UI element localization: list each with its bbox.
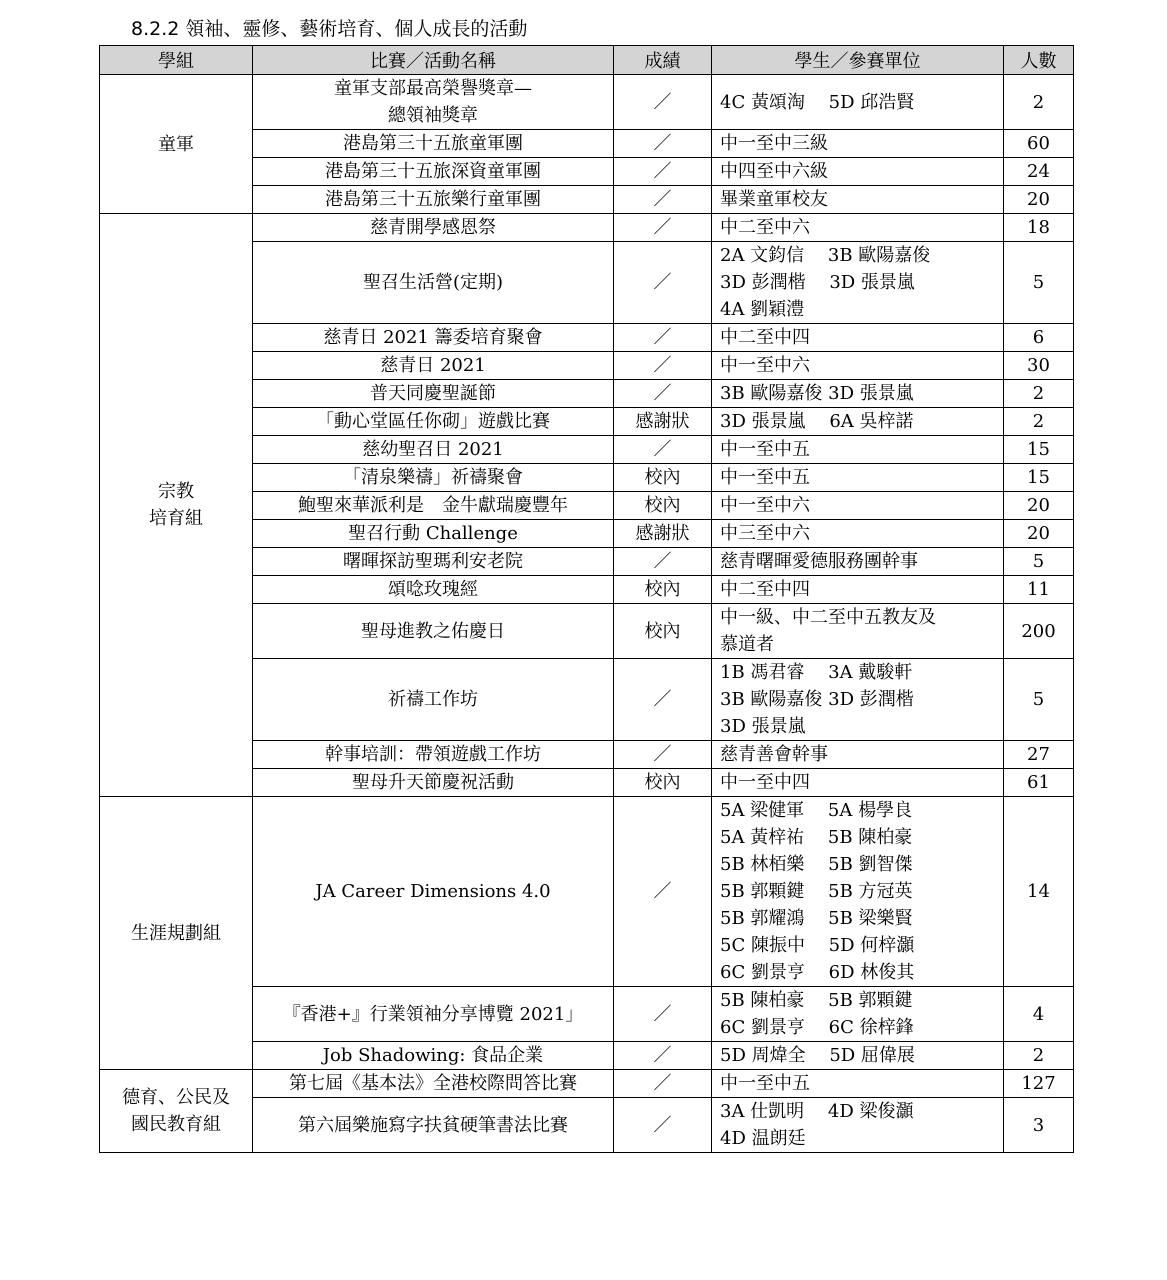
count-cell: 2	[1004, 380, 1074, 408]
count-cell: 2	[1004, 75, 1074, 130]
result-cell: ／	[614, 659, 712, 741]
result-cell: ／	[614, 130, 712, 158]
students-cell	[712, 604, 1004, 659]
count-cell: 20	[1004, 186, 1074, 214]
students-cell	[712, 492, 1004, 520]
students-cell-line: 中一至中四	[720, 772, 810, 793]
count-cell: 15	[1004, 436, 1074, 464]
activity-name-cell-line: 港島第三十五旅童軍團	[343, 133, 523, 154]
result-cell: ／	[614, 436, 712, 464]
students-cell-line: 3D 張景嵐	[720, 716, 806, 737]
students-cell-line: 6C 劉景亨 6C 徐梓鋒	[720, 1017, 914, 1038]
result-cell: ／	[614, 1070, 712, 1098]
result-cell: ／	[614, 1042, 712, 1070]
table-body	[100, 75, 1074, 1153]
result-cell: ／	[614, 548, 712, 576]
students-cell-line: 5B 陳柏豪 5B 郭顆鍵	[720, 990, 913, 1011]
activity-name-cell-line: 「動心堂區任你砌」遊戲比賽	[316, 411, 550, 432]
table-row	[100, 1070, 1074, 1098]
activity-name-cell-line: 第七屆《基本法》全港校際問答比賽	[289, 1073, 577, 1094]
group-cell	[100, 1070, 253, 1153]
students-cell-line: 中三至中六	[720, 523, 810, 544]
activity-name-cell-line: 第六屆樂施寫字扶貧硬筆書法比賽	[298, 1114, 568, 1136]
count-cell: 5	[1004, 242, 1074, 324]
students-cell	[712, 158, 1004, 186]
result-cell: 校內	[614, 576, 712, 604]
count-cell: 18	[1004, 214, 1074, 242]
activity-name-cell	[253, 324, 614, 352]
count-cell: 3	[1004, 1098, 1074, 1153]
activity-name-cell	[253, 130, 614, 158]
students-cell	[712, 408, 1004, 436]
students-cell-line: 慕道者	[720, 634, 774, 655]
count-cell: 60	[1004, 130, 1074, 158]
students-cell	[712, 1098, 1004, 1153]
students-cell-line: 慈青善會幹事	[720, 744, 828, 765]
students-cell-line: 5A 梁健軍 5A 楊學良	[720, 800, 913, 821]
count-cell: 15	[1004, 464, 1074, 492]
activity-name-cell-line: 慈青日 2021	[380, 355, 486, 376]
activity-name-cell	[253, 987, 614, 1042]
students-cell-line: 6C 劉景亨 6D 林俊其	[720, 962, 915, 983]
activity-name-cell-line: 慈青日 2021 籌委培育聚會	[323, 327, 543, 348]
result-cell: 校內	[614, 492, 712, 520]
result-cell: ／	[614, 186, 712, 214]
activity-name-cell	[253, 769, 614, 797]
group-cell-line: 國民教育組	[131, 1114, 221, 1135]
students-cell	[712, 769, 1004, 797]
students-cell-line: 中一級、中二至中五教友及	[720, 607, 936, 628]
activity-name-cell-line: 聖母升天節慶祝活動	[352, 772, 514, 793]
count-cell: 5	[1004, 659, 1074, 741]
group-cell	[100, 797, 253, 1070]
activity-name-cell-line: 幹事培訓：帶領遊戲工作坊	[325, 744, 541, 765]
result-cell: ／	[614, 797, 712, 987]
students-cell-line: 慈青曙暉愛德服務團幹事	[720, 551, 918, 572]
students-cell-line: 5B 林栢樂 5B 劉智傑	[720, 854, 913, 875]
count-cell: 24	[1004, 158, 1074, 186]
activity-name-cell	[253, 436, 614, 464]
activity-name-cell-line: 港島第三十五旅樂行童軍團	[325, 189, 541, 210]
students-cell-line: 中一至中五	[720, 467, 810, 488]
count-cell: 30	[1004, 352, 1074, 380]
students-cell	[712, 741, 1004, 769]
activity-name-cell-line: JA Career Dimensions 4.0	[315, 881, 551, 902]
students-cell-line: 中一至中六	[720, 495, 810, 516]
students-cell-line: 5C 陳振中 5D 何梓灝	[720, 935, 915, 956]
activity-name-cell	[253, 1042, 614, 1070]
activity-name-cell	[253, 548, 614, 576]
group-cell-line: 德育、公民及	[122, 1087, 230, 1108]
students-cell	[712, 75, 1004, 130]
activity-name-cell	[253, 186, 614, 214]
activity-name-cell	[253, 576, 614, 604]
students-cell	[712, 324, 1004, 352]
students-cell	[712, 380, 1004, 408]
activity-name-cell	[253, 492, 614, 520]
group-cell-line: 培育組	[149, 508, 203, 529]
count-cell: 200	[1004, 604, 1074, 659]
result-cell: ／	[614, 987, 712, 1042]
activity-name-cell	[253, 408, 614, 436]
result-cell: ／	[614, 242, 712, 324]
table-row	[100, 797, 1074, 987]
activity-name-cell-line: 『香港+』行業領袖分享博覽 2021」	[282, 1003, 584, 1025]
students-cell-line: 中一至中六	[720, 355, 810, 376]
activity-name-cell-line: 普天同慶聖誕節	[370, 383, 496, 404]
group-cell	[100, 214, 253, 797]
students-cell-line: 中二至中六	[720, 217, 810, 238]
activity-name-cell-line: 總領袖獎章	[388, 105, 478, 126]
activity-name-cell	[253, 464, 614, 492]
count-cell: 61	[1004, 769, 1074, 797]
activity-name-cell-line: Job Shadowing: 食品企業	[322, 1045, 544, 1066]
students-cell-line: 中一至中五	[720, 1073, 810, 1094]
group-cell-line: 童軍	[158, 133, 194, 155]
activity-name-cell	[253, 797, 614, 987]
activity-name-cell-line: 聖母進教之佑慶日	[361, 620, 505, 642]
activity-name-cell-line: 聖召生活營(定期)	[362, 272, 504, 293]
table-header-row	[100, 46, 1074, 75]
students-cell-line: 1B 馮君睿 3A 戴駿軒	[720, 662, 913, 683]
students-cell-line: 3A 仕凱明 4D 梁俊灝	[720, 1101, 914, 1122]
result-cell: 校內	[614, 604, 712, 659]
students-cell-line: 3B 歐陽嘉俊 3D 張景嵐	[720, 383, 914, 404]
group-cell	[100, 75, 253, 214]
students-cell	[712, 1070, 1004, 1098]
count-cell: 20	[1004, 492, 1074, 520]
students-cell	[712, 520, 1004, 548]
students-cell	[712, 797, 1004, 987]
students-cell-line: 3B 歐陽嘉俊 3D 彭潤楷	[720, 689, 914, 710]
activity-name-cell-line: 頌唸玫瑰經	[388, 579, 478, 600]
activity-name-cell	[253, 158, 614, 186]
students-cell	[712, 548, 1004, 576]
table-row	[100, 214, 1074, 242]
activity-name-cell-line: 港島第三十五旅深資童軍團	[325, 161, 541, 182]
activity-name-cell-line: 祈禱工作坊	[388, 689, 478, 710]
students-cell	[712, 464, 1004, 492]
activity-name-cell	[253, 520, 614, 548]
result-cell: ／	[614, 352, 712, 380]
header-students: 學生／參賽單位	[712, 46, 1004, 75]
students-cell-line: 中一至中三級	[720, 133, 828, 154]
result-cell: 校內	[614, 769, 712, 797]
activity-name-cell	[253, 352, 614, 380]
activity-name-cell	[253, 1098, 614, 1153]
activity-name-cell-line: 慈幼聖召日 2021	[362, 439, 504, 460]
students-cell-line: 5B 郭顆鍵 5B 方冠英	[720, 881, 913, 902]
count-cell: 11	[1004, 576, 1074, 604]
students-cell	[712, 242, 1004, 324]
activity-name-cell	[253, 75, 614, 130]
students-cell-line: 中一至中五	[720, 439, 810, 460]
activity-name-cell-line: 童軍支部最高榮譽獎章—	[334, 78, 532, 99]
activity-name-cell-line: 鮑聖來華派利是 金牛獻瑞慶豐年	[298, 495, 568, 516]
activity-name-cell	[253, 214, 614, 242]
result-cell: ／	[614, 324, 712, 352]
header-result: 成績	[614, 46, 712, 75]
header-activity-name: 比賽／活動名稱	[253, 46, 614, 75]
students-cell-line: 2A 文鈞信 3B 歐陽嘉俊	[720, 245, 931, 266]
students-cell-line: 畢業童軍校友	[720, 189, 828, 210]
students-cell-line: 中二至中四	[720, 579, 810, 600]
students-cell	[712, 186, 1004, 214]
result-cell: ／	[614, 1098, 712, 1153]
count-cell: 127	[1004, 1070, 1074, 1098]
students-cell-line: 4C 黃頌淘 5D 邱浩賢	[720, 91, 915, 113]
activity-name-cell-line: 曙暉探訪聖瑪利安老院	[343, 551, 523, 572]
activity-name-cell-line: 「清泉樂禱」祈禱聚會	[343, 467, 523, 488]
result-cell: ／	[614, 75, 712, 130]
activity-name-cell-line: 聖召行動 Challenge	[348, 523, 518, 544]
result-cell: 感謝狀	[614, 520, 712, 548]
students-cell-line: 4A 劉穎澧	[720, 299, 805, 320]
students-cell	[712, 436, 1004, 464]
activities-table	[99, 45, 1074, 1153]
students-cell	[712, 659, 1004, 741]
count-cell: 14	[1004, 797, 1074, 987]
students-cell	[712, 1042, 1004, 1070]
students-cell	[712, 576, 1004, 604]
header-group: 學組	[100, 46, 253, 75]
count-cell: 5	[1004, 548, 1074, 576]
activity-name-cell	[253, 380, 614, 408]
students-cell-line: 中四至中六級	[720, 161, 828, 182]
result-cell: 校內	[614, 464, 712, 492]
students-cell	[712, 130, 1004, 158]
count-cell: 2	[1004, 408, 1074, 436]
count-cell: 2	[1004, 1042, 1074, 1070]
students-cell-line: 4D 温朗廷	[720, 1128, 806, 1149]
section-title: 8.2.2 領袖、靈修、藝術培育、個人成長的活動	[131, 18, 528, 40]
header-count: 人數	[1004, 46, 1074, 75]
activity-name-cell	[253, 242, 614, 324]
students-cell	[712, 214, 1004, 242]
students-cell-line: 5D 周煒全 5D 屈偉展	[720, 1045, 915, 1066]
count-cell: 20	[1004, 520, 1074, 548]
result-cell: ／	[614, 158, 712, 186]
count-cell: 4	[1004, 987, 1074, 1042]
activity-name-cell	[253, 1070, 614, 1098]
result-cell: 感謝狀	[614, 408, 712, 436]
activity-name-cell	[253, 741, 614, 769]
result-cell: ／	[614, 214, 712, 242]
students-cell-line: 5A 黃梓祐 5B 陳柏豪	[720, 827, 913, 848]
students-cell-line: 中二至中四	[720, 327, 810, 348]
students-cell	[712, 352, 1004, 380]
activity-name-cell-line: 慈青開學感恩祭	[370, 217, 496, 238]
activity-name-cell	[253, 659, 614, 741]
students-cell-line: 3D 彭潤楷 3D 張景嵐	[720, 272, 915, 293]
students-cell	[712, 987, 1004, 1042]
count-cell: 6	[1004, 324, 1074, 352]
result-cell: ／	[614, 741, 712, 769]
students-cell-line: 3D 張景嵐 6A 吳梓諾	[720, 411, 914, 432]
students-cell-line: 5B 郭耀鴻 5B 梁樂賢	[720, 908, 913, 929]
activity-name-cell	[253, 604, 614, 659]
table-row	[100, 75, 1074, 130]
group-cell-line: 生涯規劃組	[131, 922, 221, 944]
count-cell: 27	[1004, 741, 1074, 769]
group-cell-line: 宗教	[158, 481, 194, 502]
result-cell: ／	[614, 380, 712, 408]
